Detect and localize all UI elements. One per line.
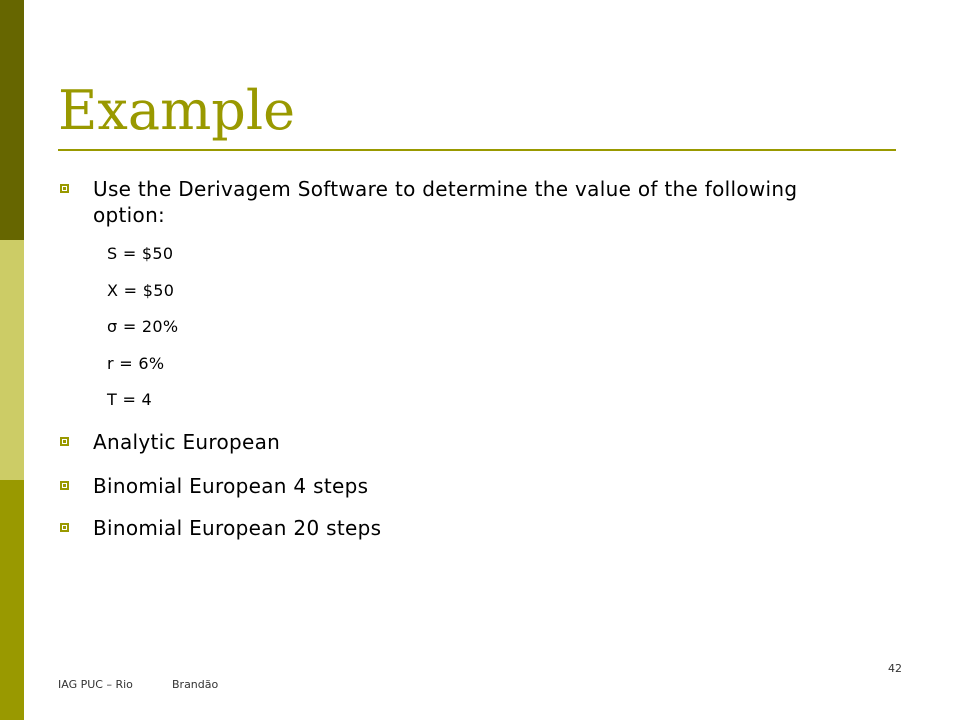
parameter-interest-rate: r = 6% [107, 354, 165, 373]
bullet-text: Analytic European [93, 430, 281, 454]
title-divider [58, 149, 896, 151]
side-bar-bottom [0, 480, 24, 720]
square-bullet-icon [60, 437, 69, 446]
bullet-item-binomial-20 [60, 515, 381, 541]
slide-title: Example [58, 79, 296, 142]
footer-author: Brandão [172, 678, 219, 691]
footer-institution: IAG PUC – Rio [58, 678, 133, 691]
parameter-time: T = 4 [107, 390, 153, 409]
parameter-stock-price: S = $50 [107, 244, 174, 263]
square-bullet-icon [60, 184, 69, 193]
parameter-volatility: σ = 20% [107, 317, 179, 336]
square-bullet-icon [60, 481, 69, 490]
side-bar-middle [0, 240, 24, 480]
page-number: 42 [888, 662, 902, 675]
bullet-item-intro [60, 176, 840, 228]
bullet-text: Binomial European 20 steps [93, 516, 382, 540]
bullet-text: Binomial European 4 steps [93, 474, 369, 498]
side-bar-top [0, 0, 24, 240]
bullet-item-analytic [60, 429, 280, 455]
bullet-text: Use the Derivagem Software to determine the value of the following option: [93, 177, 798, 227]
parameter-strike-price: X = $50 [107, 281, 175, 300]
square-bullet-icon [60, 523, 69, 532]
bullet-item-binomial-4 [60, 473, 368, 499]
